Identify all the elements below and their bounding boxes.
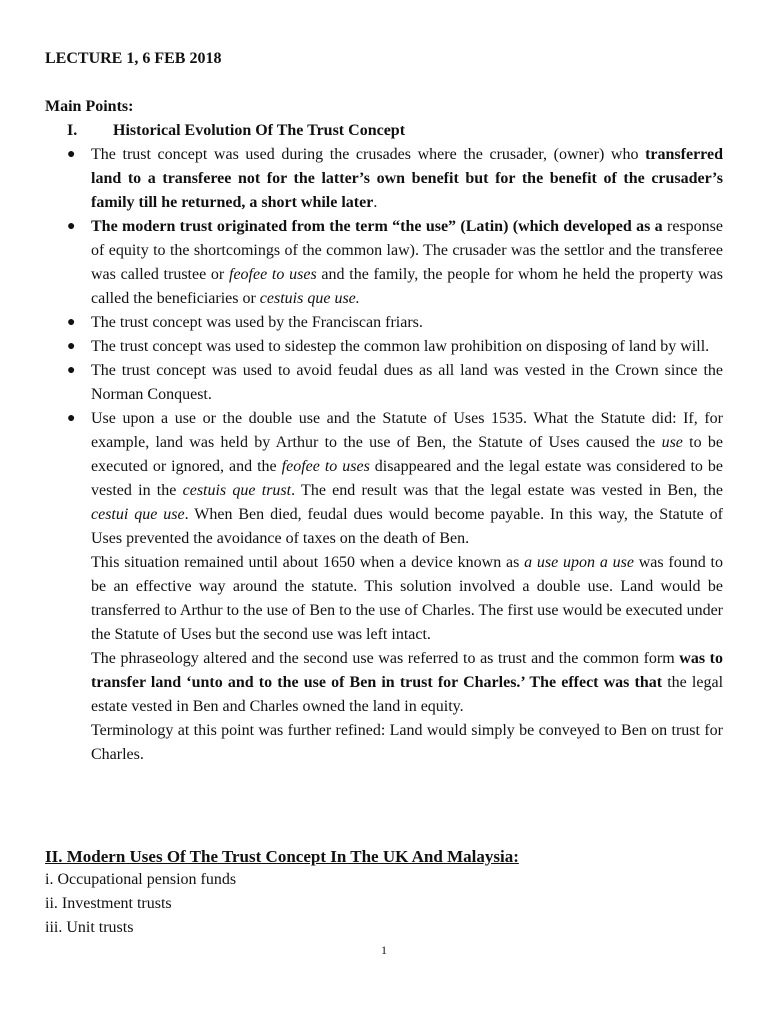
bullet-text: . [373, 194, 378, 211]
bullet-icon: ● [67, 315, 76, 330]
paragraph-text: the legal estate vested in Ben and Charles owned the land in equity. [91, 674, 724, 715]
list-item [0, 407, 723, 551]
paragraph-text: Terminology at this point was further refined: Land would simply be conveyed to Ben on trust for Charles. [91, 722, 723, 763]
bullet-text: Use upon a use or the double use and the Statute of Uses 1535. What the Statute did: If, for example, land was held by Arthur to the use of Ben, the Statute of Uses caused the [91, 410, 723, 451]
paragraph-text: was found to be an effective way around the statute. This solution involved a double use. Land would be transferred to Arthur to the use of Ben to the use of Charles. The first use would be executed under the Statute of Uses but the second use was left intact. [91, 554, 723, 643]
bullet-italic-text: feofee to uses [281, 458, 370, 475]
bullet-icon: ● [67, 363, 76, 378]
list-item [0, 335, 723, 359]
bullet-italic-text: feofee to uses [229, 266, 317, 283]
list-item [0, 359, 723, 407]
bullet-text: The trust concept was used to sidestep the common law prohibition on disposing of land by will. [91, 338, 710, 355]
bullet-italic-text: use [661, 434, 683, 451]
bullet-icon: ● [67, 147, 76, 162]
paragraph-text: The phraseology altered and the second use was referred to as trust and the common form [91, 650, 680, 667]
main-points-heading: Main Points: [45, 98, 134, 115]
bullet-text: The trust concept was used to avoid feudal dues as all land was vested in the Crown since the Norman Conquest. [91, 362, 723, 403]
bullet-text: The trust concept was used by the Franciscan friars. [91, 314, 423, 331]
paragraph [0, 719, 723, 767]
list-item [0, 215, 723, 311]
bullet-text: The trust concept was used during the crusades where the crusader, (owner) who [91, 146, 646, 163]
bullet-list [0, 143, 768, 767]
bullet-text: . When Ben died, feudal dues would become payable. In this way, the Statute of Uses prevented the avoidance of taxes on the death of Ben. [91, 506, 723, 547]
bullet-bold-text: The modern trust originated from the term “the use” (Latin) (which developed as a [91, 218, 663, 235]
bullet-icon: ● [67, 219, 76, 234]
list-item: i. Occupational pension funds [45, 871, 237, 888]
bullet-text: response of equity to the shortcomings of the common law). The crusader was the settlor and the transferee was called trustee or [91, 218, 723, 283]
bullet-icon: ● [67, 411, 76, 426]
bullet-text: disappeared and the legal estate was considered to be vested in the [91, 458, 723, 499]
lecture-heading: LECTURE 1, 6 FEB 2018 [45, 50, 222, 67]
bullet-italic-text: cestui que use [91, 506, 185, 523]
paragraph [0, 647, 723, 719]
bullet-italic-text: cestuis que use. [259, 290, 360, 307]
bullet-text: . The end result was that the legal estate was vested in Ben, the [291, 482, 723, 499]
paragraph-text: This situation remained until about 1650 when a device known as [91, 554, 525, 571]
paragraph-bold-text: was to transfer land ‘unto and to the use of Ben in trust for Charles.’ The effect was that [91, 650, 724, 691]
paragraph-italic-text: a use upon a use [524, 554, 634, 571]
bullet-italic-text: cestuis que trust [182, 482, 292, 499]
bullet-icon: ● [67, 339, 76, 354]
list-item [0, 143, 723, 215]
bullet-bold-text: transferred land to a transferee not for the latter’s own benefit but for the benefit of the crusader’s family till he returned, a short while later [91, 146, 723, 211]
bullet-text: and the family, the people for whom he held the property was called the beneficiaries or [91, 266, 723, 307]
bullet-text: to be executed or ignored, and the [91, 434, 724, 475]
paragraph [0, 551, 723, 647]
page-number: 1 [381, 943, 387, 957]
section-1-title: Historical Evolution Of The Trust Concept [113, 122, 406, 139]
list-item [0, 311, 723, 335]
section-1-number: I. [67, 122, 78, 139]
section-2-heading: II. Modern Uses Of The Trust Concept In The UK And Malaysia: [45, 847, 519, 866]
list-item: iii. Unit trusts [45, 919, 134, 936]
list-item: ii. Investment trusts [45, 895, 172, 912]
